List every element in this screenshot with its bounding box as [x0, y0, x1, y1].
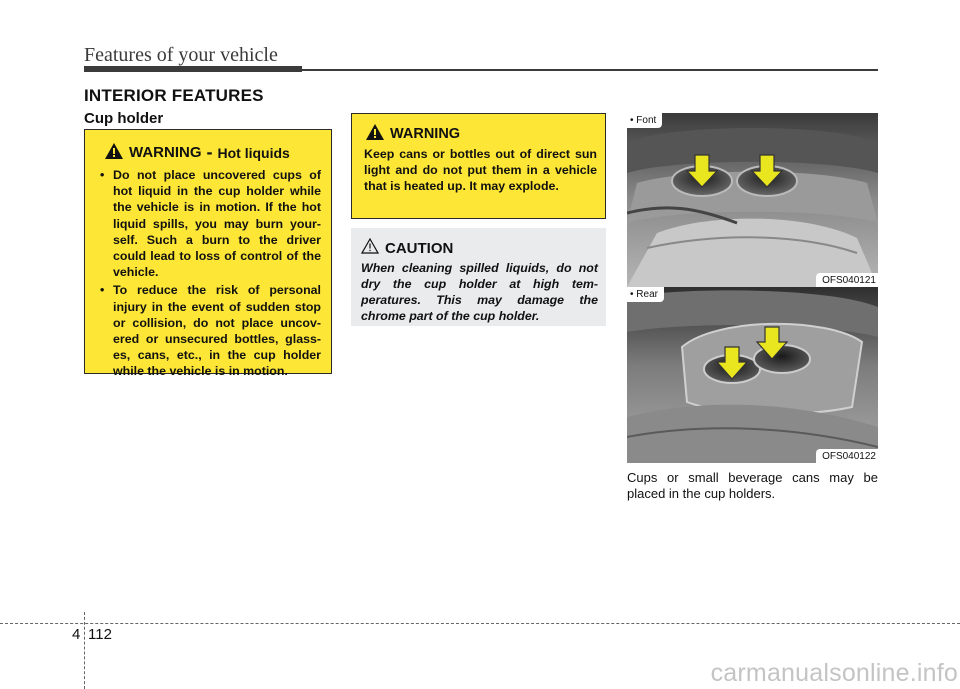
figure-caption: Cups or small beverage cans may be placed in the cup holders. [627, 470, 878, 501]
section-title: INTERIOR FEATURES [84, 86, 264, 105]
header-title: Features of your vehicle [84, 44, 278, 66]
footer-rule [0, 623, 960, 624]
chapter-number: 4 [72, 626, 81, 643]
figure-tag-rear: • Rear [627, 287, 664, 302]
warning-item: • To reduce the risk of personal injury in the event of sudden stop or collision, do not place uncov-ered or unsecured bottles, glass-es, cans, etc., in the cup holder while the vehicle is in motion. [97, 282, 321, 379]
rear-cup-holder-illustration [627, 287, 878, 463]
rear-cup-holder-image [627, 287, 878, 463]
figure-tag-front: • Font [627, 113, 662, 128]
footer-vertical-rule [84, 612, 85, 689]
figure-code-front: OFS040121 [816, 273, 878, 287]
caution-box [351, 228, 606, 326]
header-rule-thick [84, 66, 302, 72]
warning-item: • Do not place uncovered cups of hot liquid in the cup holder while the vehicle is in motion. If the hot liquid spills, you may burn your-self. Such a burn to the driver could lead to loss of control of the vehicle. [97, 167, 321, 280]
front-cup-holder-image [627, 113, 878, 287]
front-cup-holder-illustration [627, 113, 878, 287]
warning-list [97, 167, 321, 380]
warning-body: Keep cans or bottles out of direct sun light and do not put them in a vehicle that is heated up. It may explode. [364, 147, 597, 193]
warning-title: WARNING [390, 126, 461, 142]
figure-code-rear: OFS040122 [816, 449, 878, 463]
header-rule-thin [302, 69, 878, 71]
warning-triangle-icon [366, 124, 384, 144]
caution-body: When cleaning spilled liquids, do not dry the cup holder at high tem-peratures. This may damage the chrome part of the cup holder. [361, 261, 598, 323]
warning-cans-box [351, 113, 606, 219]
watermark: carmanualsonline.info [710, 659, 958, 687]
page-number: 112 [88, 626, 112, 643]
subsection-title: Cup holder [84, 110, 164, 127]
warning-title: WARNING [129, 144, 202, 161]
warning-hot-liquids-heading [105, 142, 321, 163]
caution-heading [361, 238, 598, 258]
caution-title: CAUTION [385, 239, 454, 257]
warning-hot-liquids-box [84, 129, 332, 379]
warning-subtitle: Hot liquids [217, 144, 290, 161]
warning-triangle-icon [105, 143, 123, 163]
warning-dash: - [206, 142, 213, 162]
warning-cans-heading [366, 124, 597, 144]
caution-triangle-icon [361, 238, 379, 258]
